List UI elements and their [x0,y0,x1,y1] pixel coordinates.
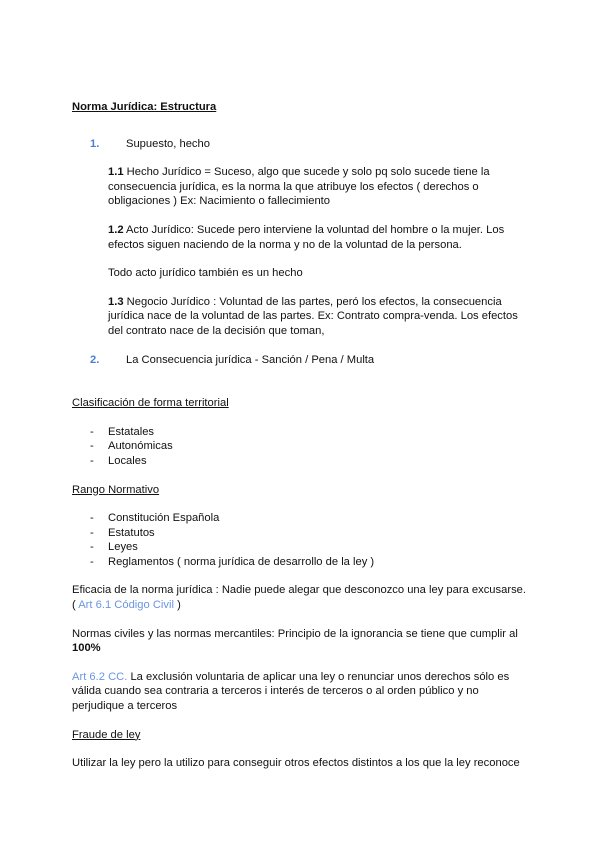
art62-paragraph [72,670,532,714]
sub-item-1-1 [108,165,532,209]
sub-item-1-3 [108,295,532,339]
art-6-2-link[interactable]: Art 6.2 CC. [72,670,128,683]
list-item [72,555,532,570]
document-title: Norma Jurídica: Estructura [72,101,217,113]
list-text-1: Supuesto, hecho [126,137,210,150]
sub-number-1-3: 1.3 [108,295,124,308]
rango-list [72,511,532,569]
list-item-text: Autonómicas [108,440,173,453]
dash-bullet: - [90,555,94,568]
list-number-2: 2. [90,353,100,366]
list-item-text: Estatutos [108,526,155,539]
dash-bullet: - [90,541,94,554]
sub-text-1-2: Acto Jurídico: Sucede pero interviene la voluntad del hombre o la mujer. Los efectos siguen naciendo de la norma y no de la voluntad de la persona. [108,223,505,251]
sub-text-1-3: Negocio Jurídico : Voluntad de las partes, peró los efectos, la consecuencia jurídica nace de la voluntad de las partes. Ex: Contrato compra-venda. Los efectos del contrato nace de la decisión que toman, [108,295,518,337]
note-text: Todo acto jurídico también es un hecho [108,267,303,280]
list-item-text: Locales [108,454,147,467]
list-number-1: 1. [90,137,100,150]
dash-bullet: - [90,454,94,467]
list-text-2: La Consecuencia jurídica - Sanción / Pena / Multa [126,353,375,366]
list-item [72,425,532,440]
fraude-text: Utilizar la ley pero la utilizo para conseguir otros efectos distintos a los que la ley reconoce [72,757,520,770]
sub-item-1-2 [108,223,532,252]
eficacia-paragraph [72,583,532,612]
dash-bullet: - [90,425,94,438]
territorial-list [72,425,532,469]
normas-paragraph [72,627,532,656]
dash-bullet: - [90,526,94,539]
structure-list-2 [72,353,532,368]
sub-number-1-1: 1.1 [108,166,124,179]
normas-bold: 100% [72,642,101,655]
list-item-1 [90,137,532,152]
document-page [72,100,532,771]
fraude-title: Fraude de ley [72,728,141,741]
list-item [72,526,532,541]
dash-bullet: - [90,512,94,525]
dash-bullet: - [90,440,94,453]
art62-text: La exclusión voluntaria de aplicar una ley o renunciar unos derechos sólo es válida cuando sea contraria a terceros i interés de terceros o al orden público y no perjudique a terceros [72,670,510,713]
list-item-text: Leyes [108,541,138,554]
list-item [72,540,532,555]
list-item-text: Estatales [108,425,155,438]
list-item [72,439,532,454]
list-item-text: Constitución Española [108,512,220,525]
list-item-text: Reglamentos ( norma jurídica de desarrollo de la ley ) [108,555,375,568]
normas-text: Normas civiles y las normas mercantiles: Principio de la ignorancia se tiene que cumplir al [72,627,518,640]
sub-text-1-1: Hecho Jurídico = Suceso, algo que sucede y solo pq solo sucede tiene la consecuencia jurídica, es la norma la que atribuye los efectos ( derechos o obligaciones ) Ex: Nacimiento o fallecimiento [108,166,490,208]
list-item [72,511,532,526]
list-item [72,454,532,469]
eficacia-end: ) [173,599,181,612]
list-item-2 [90,353,532,368]
sub-number-1-2: 1.2 [108,223,124,236]
structure-list [72,137,532,152]
rango-title: Rango Normativo [72,483,160,496]
territorial-title: Clasificación de forma territorial [72,397,229,410]
art-6-1-link[interactable]: Art 6.1 Código Civil [78,599,174,612]
eficacia-text: Eficacia de la norma jurídica : Nadie puede alegar que desconozco una ley para excusarse. ( [72,584,526,612]
